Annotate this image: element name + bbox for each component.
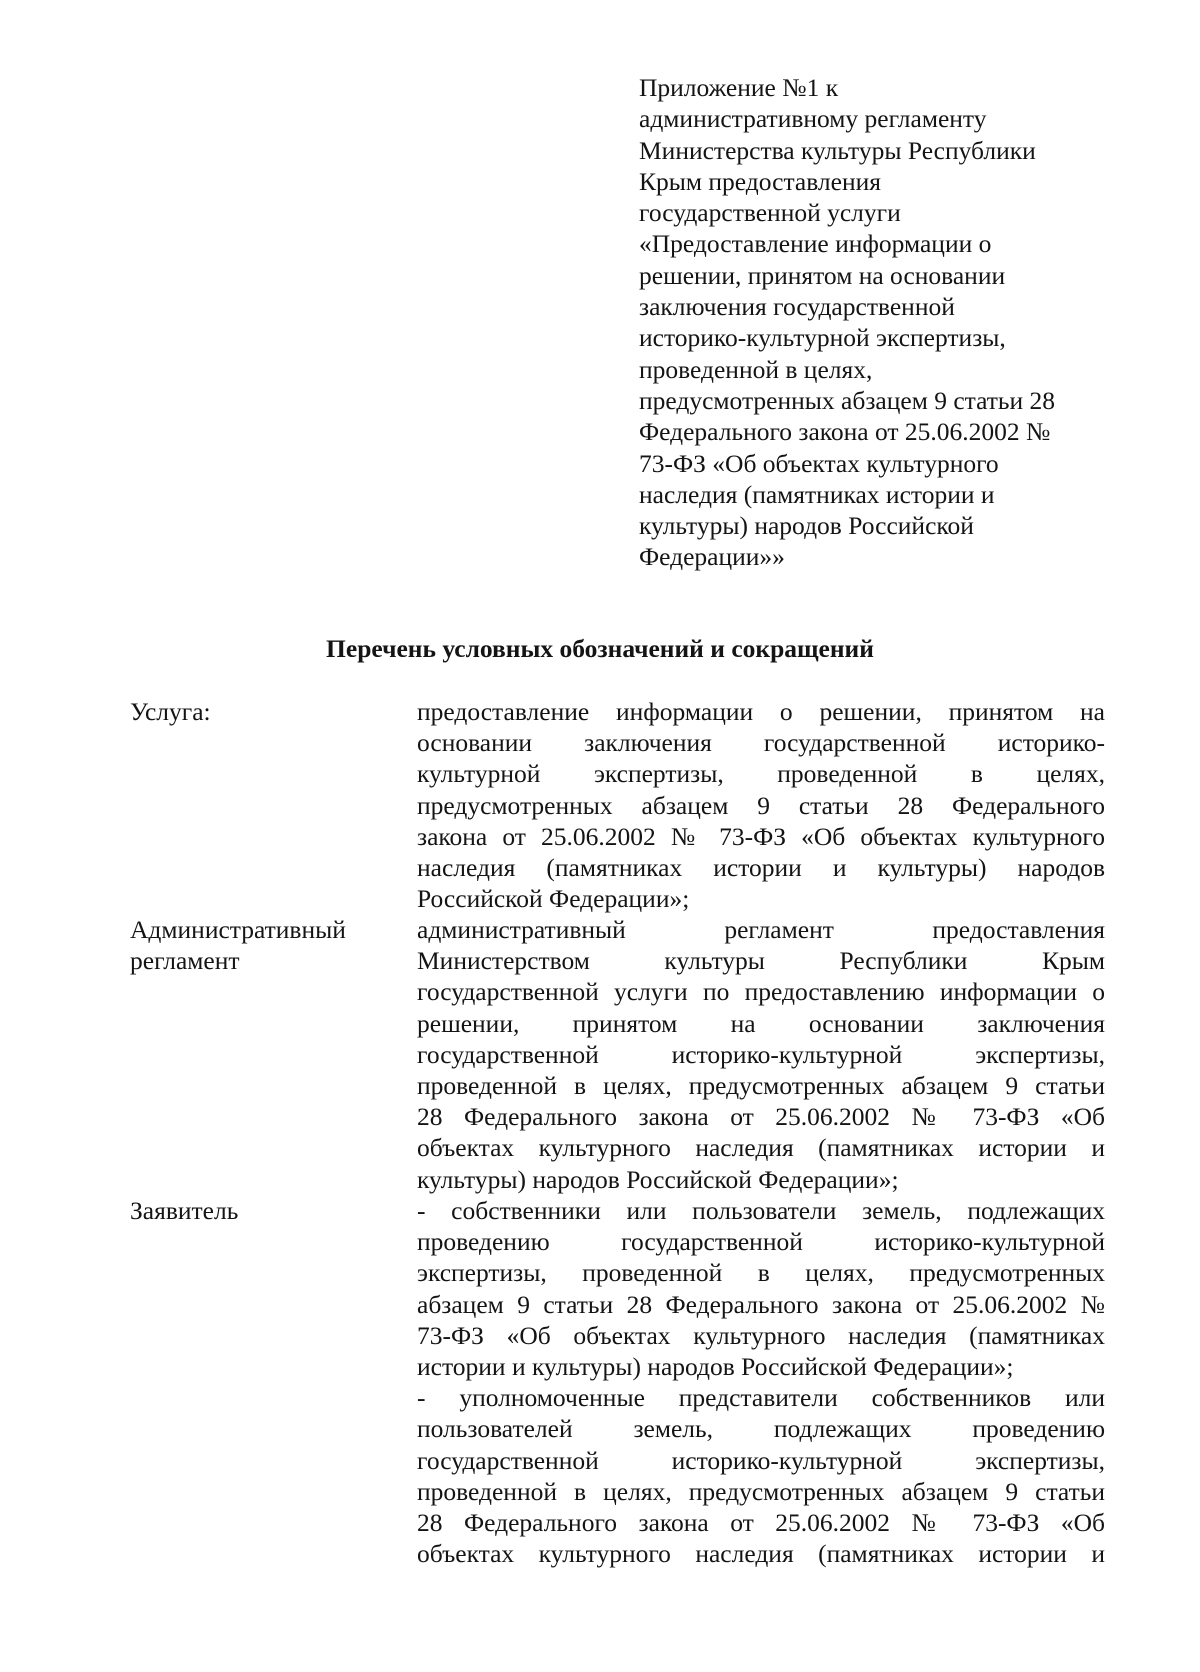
term-line: Заявитель bbox=[130, 1196, 239, 1225]
definition-line: - собственники или пользователи земель, подлежащих bbox=[417, 1196, 1105, 1225]
annex-line: государственной услуги bbox=[639, 198, 901, 228]
definition-line: административный регламент предоставления bbox=[417, 915, 1105, 944]
definition-line: экспертизы, проведенной в целях, предусмотренных bbox=[417, 1258, 1105, 1288]
definition-line: культуры) народов Российской Федерации»; bbox=[417, 1164, 899, 1194]
annex-line: заключения государственной bbox=[639, 292, 955, 322]
annex-line: культуры) народов Российской bbox=[639, 511, 974, 541]
entry-definition bbox=[417, 696, 1105, 914]
annex-line: историко-культурной экспертизы, bbox=[639, 323, 1006, 353]
definition-line: проведенной в целях, предусмотренных абзацем 9 статьи bbox=[417, 1476, 1105, 1506]
definition-line: предусмотренных абзацем 9 статьи 28 Федерального bbox=[417, 790, 1105, 820]
definition-line: основании заключения государственной историко- bbox=[417, 728, 1105, 758]
definition-line: предоставление информации о решении, принятом на bbox=[417, 697, 1105, 726]
annex-line: проведенной в целях, bbox=[639, 354, 873, 384]
annex-line: административному регламенту bbox=[639, 104, 987, 134]
annex-line: Федерального закона от 25.06.2002 № bbox=[639, 417, 1051, 447]
definition-line: истории и культуры) народов Российской Федерации»; bbox=[417, 1351, 1014, 1381]
entry-definition bbox=[417, 1195, 1105, 1569]
annex-line: Приложение №1 к bbox=[639, 73, 839, 102]
annex-line: наследия (памятниках истории и bbox=[639, 479, 995, 509]
annex-line: «Предоставление информации о bbox=[639, 229, 992, 259]
entry-term bbox=[130, 1195, 400, 1226]
annex-line: 73-ФЗ «Об объектах культурного bbox=[639, 448, 999, 478]
term-line: регламент bbox=[130, 946, 240, 976]
section-heading: Перечень условных обозначений и сокращений bbox=[326, 634, 874, 663]
definition-line: 73-ФЗ «Об объектах культурного наследия (памятниках bbox=[417, 1320, 1105, 1350]
definition-line: 28 Федерального закона от 25.06.2002 № 73-ФЗ «Об bbox=[417, 1507, 1105, 1537]
annex-line: Федерации»» bbox=[639, 542, 785, 572]
definition-line: Министерством культуры Республики Крым bbox=[417, 946, 1105, 976]
annex-header bbox=[639, 72, 1109, 573]
entry-definition bbox=[417, 914, 1105, 1195]
definition-line: 28 Федерального закона от 25.06.2002 № 73-ФЗ «Об bbox=[417, 1102, 1105, 1132]
definition-line: проведенной в целях, предусмотренных абзацем 9 статьи bbox=[417, 1070, 1105, 1100]
definition-line: - уполномоченные представители собственников или bbox=[417, 1383, 1105, 1413]
definition-line: государственной услуги по предоставлению информации о bbox=[417, 977, 1105, 1007]
term-line: Услуга: bbox=[130, 697, 211, 726]
definition-line: пользователей земель, подлежащих проведению bbox=[417, 1414, 1105, 1444]
definition-line: решении, принятом на основании заключения bbox=[417, 1008, 1105, 1038]
definition-line: проведению государственной историко-культурной bbox=[417, 1227, 1105, 1257]
definition-line: объектах культурного наследия (памятниках истории и bbox=[417, 1133, 1105, 1163]
definition-line: объектах культурного наследия (памятниках истории и bbox=[417, 1539, 1105, 1569]
definition-line: государственной историко-культурной экспертизы, bbox=[417, 1039, 1105, 1069]
definition-line: культурной экспертизы, проведенной в целях, bbox=[417, 759, 1105, 789]
annex-line: Крым предоставления bbox=[639, 166, 882, 196]
definition-line: закона от 25.06.2002 № 73-ФЗ «Об объектах культурного bbox=[417, 821, 1105, 851]
definition-line: абзацем 9 статьи 28 Федерального закона от 25.06.2002 № bbox=[417, 1289, 1105, 1319]
annex-line: решении, принятом на основании bbox=[639, 260, 1006, 290]
annex-line: предусмотренных абзацем 9 статьи 28 bbox=[639, 385, 1056, 415]
entry-term bbox=[130, 914, 400, 976]
definition-line: наследия (памятниках истории и культуры) народов bbox=[417, 852, 1105, 882]
definition-line: государственной историко-культурной экспертизы, bbox=[417, 1445, 1105, 1475]
entry-term bbox=[130, 696, 400, 727]
definition-line: Российской Федерации»; bbox=[417, 884, 690, 914]
term-line: Административный bbox=[130, 915, 346, 944]
annex-line: Министерства культуры Республики bbox=[639, 135, 1036, 165]
